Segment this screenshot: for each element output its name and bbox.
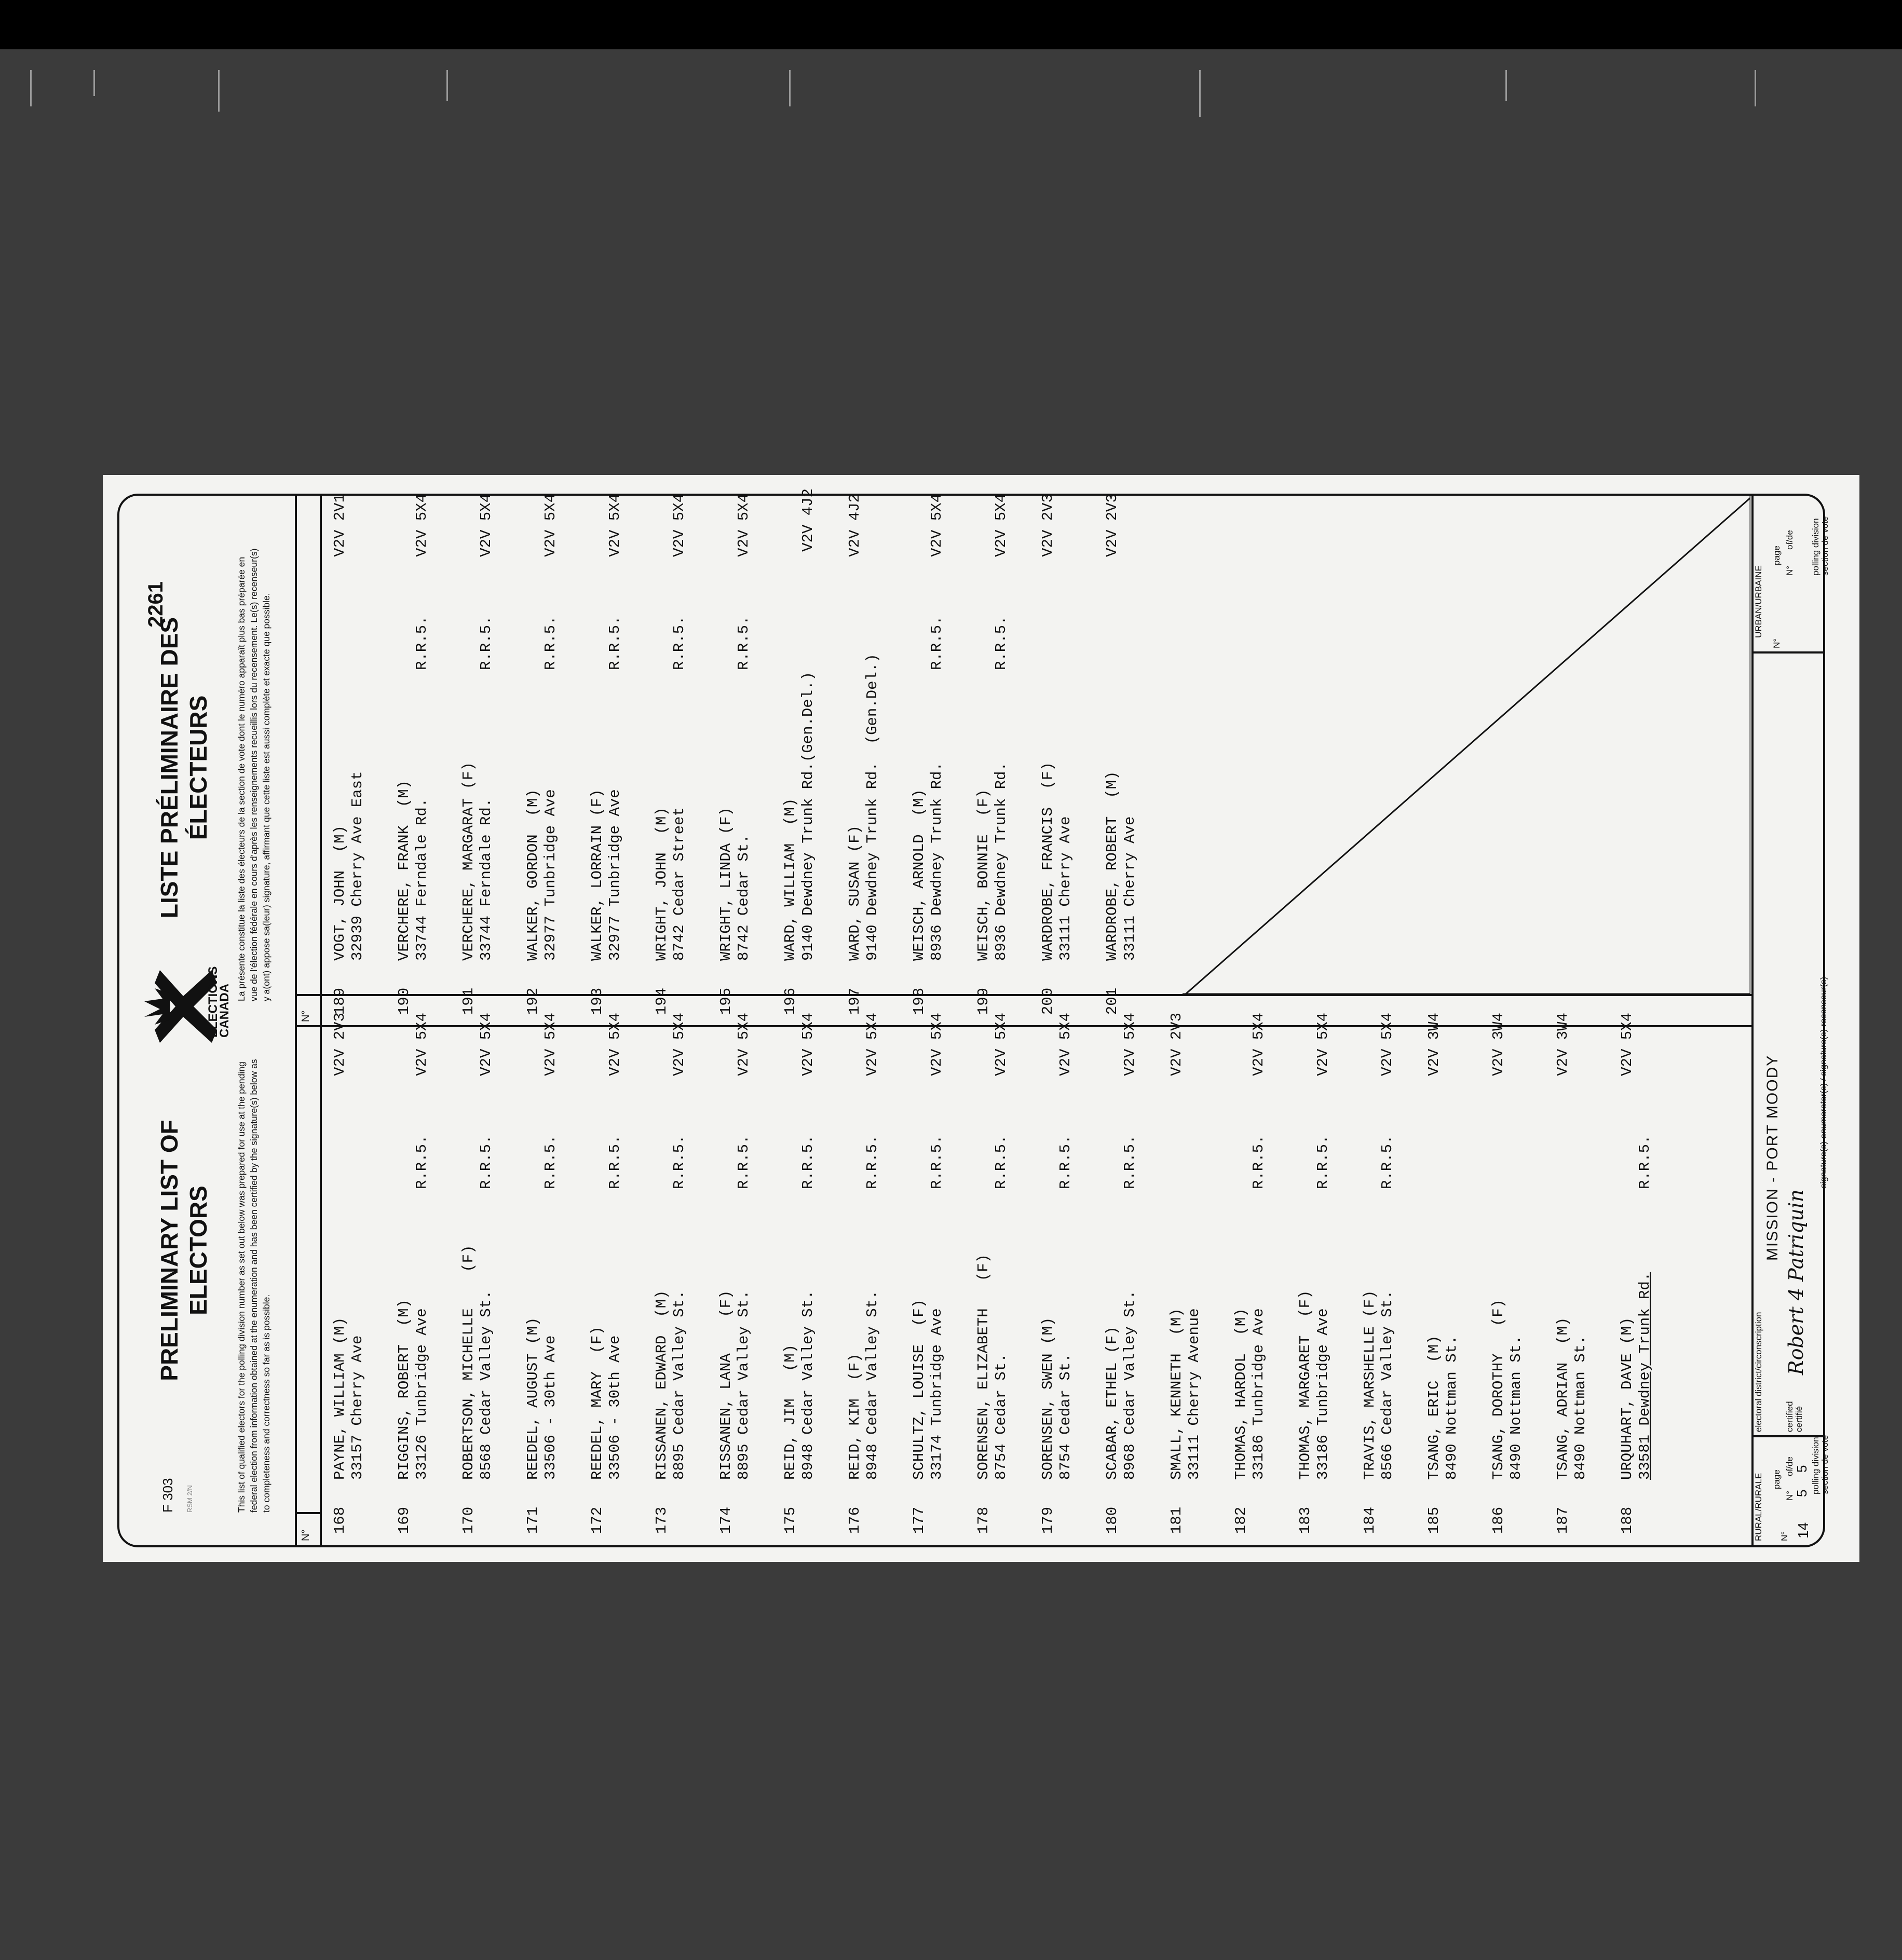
entry-address: 33186 Tunbridge Ave <box>1250 1308 1267 1480</box>
list-item <box>911 1013 975 1534</box>
entry-address: 33581 Dewdney Trunk Rd. <box>1636 1272 1653 1480</box>
entry-number: 186 <box>1490 1506 1507 1534</box>
entry-rural-route: R.R.5. <box>928 1135 945 1189</box>
entry-address: 8490 Nottman St. <box>1443 1335 1460 1480</box>
entry-postal-code: V2V 5X4 <box>735 1013 752 1076</box>
entry-name: VERCHERE, MARGARAT (F) <box>460 762 477 961</box>
list-item <box>524 1013 589 1534</box>
entry-number: 183 <box>1297 1506 1314 1534</box>
entry-name: VERCHERE, FRANK (M) <box>396 780 413 961</box>
list-item <box>1168 1013 1232 1534</box>
urban-polling-division-label-fr: section de vote <box>1820 516 1830 576</box>
entry-address: 9140 Dewdney Trunk Rd.(Gen.Del.) <box>799 672 817 961</box>
entry-number: 198 <box>911 987 928 1015</box>
list-item <box>1361 1013 1425 1534</box>
enumerator-signature: Robert 4 Patriquin <box>1785 1189 1808 1375</box>
list-item <box>846 1013 911 1534</box>
entry-rural-route: R.R.5. <box>1121 1135 1138 1189</box>
small-code: RSM 2/N <box>186 1485 194 1513</box>
entry-rural-route: R.R.5. <box>799 1135 817 1189</box>
entry-name: REEDEL, AUGUST (M) <box>524 1317 541 1480</box>
film-scratch <box>1505 70 1507 101</box>
title-en-line2: ELECTORS <box>185 1186 212 1315</box>
entry-postal-code: V2V 5X4 <box>542 1013 559 1076</box>
entry-name: WARDROBE, ROBERT (M) <box>1104 771 1121 961</box>
entry-postal-code: V2V 5X4 <box>928 1013 945 1076</box>
entry-number: 182 <box>1232 1506 1249 1534</box>
entry-rural-route: R.R.5. <box>1314 1135 1332 1189</box>
entry-rural-route: R.R.5. <box>1250 1135 1267 1189</box>
entry-postal-code: V2V 5X4 <box>671 494 688 557</box>
entry-address: 8895 Cedar Valley St. <box>671 1290 688 1480</box>
page-number: 5 <box>1794 1489 1810 1497</box>
entry-postal-code: V2V 5X4 <box>993 1013 1010 1076</box>
list-item <box>589 1013 653 1534</box>
entry-rural-route: R.R.5. <box>864 1135 881 1189</box>
film-scratch <box>1199 70 1201 117</box>
entry-address: 8968 Cedar Valley St. <box>1121 1290 1138 1480</box>
entry-name: WEISCH, BONNIE (F) <box>975 789 992 961</box>
list-item <box>653 494 717 1015</box>
list-item <box>653 1013 717 1534</box>
list-item <box>524 494 589 1015</box>
entry-name: TSANG, DOROTHY (F) <box>1490 1299 1507 1480</box>
title-english <box>155 1095 213 1406</box>
form-code: F 303 <box>160 1478 175 1513</box>
film-scratch <box>30 70 32 106</box>
list-item <box>911 494 975 1015</box>
entry-rural-route: R.R.5. <box>1379 1135 1396 1189</box>
entry-number: 191 <box>460 987 477 1015</box>
entry-address: 8895 Cedar Valley St. <box>735 1290 752 1480</box>
page-total: 5 <box>1794 1465 1810 1473</box>
title-french <box>155 607 213 929</box>
entry-address: 8936 Dewdney Trunk Rd. <box>993 762 1010 961</box>
entry-rural-route: R.R.5. <box>606 616 623 670</box>
intro-french: La présente constitue la liste des électeurs de la section de vote dont le numéro apparaît plus bas préparée en vue de l'élection fédérale en cours d'après les renseignements recueillis lors du recensement. Le(s) recenseur(s) y a(ont) appose sa(leur) signature, affirmant que cette liste est aussi complète et exacte que possible. <box>236 548 271 1001</box>
entry-postal-code: V2V 5X4 <box>799 1013 817 1076</box>
entry-address: 32939 Cherry Ave East <box>349 771 366 961</box>
entry-postal-code: V2V 2V3 <box>1168 1013 1185 1076</box>
urban-page-no-label: N° <box>1785 565 1795 576</box>
entry-number: 180 <box>1104 1506 1121 1534</box>
rural-label: RURAL/RURALE <box>1754 1473 1763 1541</box>
entry-postal-code: V2V 5X4 <box>542 494 559 557</box>
film-scratch <box>789 70 791 106</box>
entry-rural-route: R.R.5. <box>671 1135 688 1189</box>
entry-name: PAYNE, WILLIAM (M) <box>331 1317 348 1480</box>
entry-postal-code: V2V 5X4 <box>606 1013 623 1076</box>
title-en-line1: PRELIMINARY LIST OF <box>156 1120 183 1381</box>
entry-postal-code: V2V 5X4 <box>864 1013 881 1076</box>
entry-number: 173 <box>653 1506 670 1534</box>
entry-postal-code: V2V 3W4 <box>1425 1013 1443 1076</box>
entry-postal-code: V2V 5X4 <box>1619 1013 1636 1076</box>
entry-address: 33186 Tunbridge Ave <box>1314 1308 1332 1480</box>
entry-name: WARD, WILLIAM (M) <box>782 798 799 961</box>
entry-address: 8490 Nottman St. <box>1507 1335 1525 1480</box>
entry-number: 184 <box>1361 1506 1378 1534</box>
entry-address: 8566 Cedar Valley St. <box>1379 1290 1396 1480</box>
list-item <box>1104 1013 1168 1534</box>
no-header-right: N° <box>300 1010 311 1022</box>
entry-address: 8742 Cedar St. <box>735 834 752 961</box>
entry-rural-route: R.R.5. <box>928 616 945 670</box>
entry-postal-code: V2V 5X4 <box>413 494 430 557</box>
entry-name: THOMAS, MARGARET (F) <box>1297 1290 1314 1480</box>
film-scratch <box>446 70 448 101</box>
entry-name: RISSANEN, EDWARD (M) <box>653 1290 670 1480</box>
entry-name: WRIGHT, LINDA (F) <box>717 807 735 961</box>
entry-address: 33157 Cherry Ave <box>349 1335 366 1480</box>
entry-number: 197 <box>846 987 863 1015</box>
list-item <box>1232 1013 1297 1534</box>
entry-rural-route: R.R.5. <box>671 616 688 670</box>
list-item <box>975 1013 1039 1534</box>
entry-postal-code: V2V 5X4 <box>671 1013 688 1076</box>
entry-address: 8936 Dewdney Trunk Rd. <box>928 762 945 961</box>
entry-number: 189 <box>331 987 348 1015</box>
list-item <box>717 494 782 1015</box>
entry-rural-route: R.R.5. <box>413 1135 430 1189</box>
list-item <box>1490 1013 1554 1534</box>
list-item <box>782 488 846 1015</box>
entry-number: 172 <box>589 1506 606 1534</box>
title-fr-line1: LISTE PRÉLIMINAIRE DES <box>156 617 183 919</box>
intro-english: This list of qualified electors for the polling division number as set out below was prepared for use at the pending federal election from information obtained at the enumeration and has been certified by the signature(s) below as to completeness and correctness so far as is possible. <box>236 1059 271 1513</box>
entry-number: 178 <box>975 1506 992 1534</box>
entry-postal-code: V2V 5X4 <box>1250 1013 1267 1076</box>
list-item <box>331 494 396 1015</box>
footer-divider <box>1751 651 1825 654</box>
entry-rural-route: R.R.5. <box>478 1135 495 1189</box>
entry-address: 33126 Tunbridge Ave <box>413 1308 430 1480</box>
entry-address: 33506 - 30th Ave <box>542 1335 559 1480</box>
entry-address: 32977 Tunbridge Ave <box>606 789 623 961</box>
entry-number: 171 <box>524 1506 541 1534</box>
entry-postal-code: V2V 5X4 <box>413 1013 430 1076</box>
entry-name: WALKER, LORRAIN (F) <box>589 789 606 961</box>
entry-number: 188 <box>1619 1506 1636 1534</box>
entry-address: 33174 Tunbridge Ave <box>928 1308 945 1480</box>
entry-postal-code: V2V 3W4 <box>1554 1013 1571 1076</box>
entry-name: RIGGINS, ROBERT (M) <box>396 1299 413 1480</box>
entry-postal-code: V2V 5X4 <box>1121 1013 1138 1076</box>
list-item <box>1039 1013 1104 1534</box>
list-item <box>1554 1013 1619 1534</box>
film-scratch <box>93 70 95 96</box>
entry-number: 196 <box>782 987 799 1015</box>
urban-of-label: of/de <box>1785 530 1795 550</box>
of-label: of/de <box>1785 1457 1795 1476</box>
entry-number: 201 <box>1104 987 1121 1015</box>
entry-number: 185 <box>1425 1506 1443 1534</box>
entry-rural-route: R.R.5. <box>1636 1135 1653 1189</box>
entry-address: 32977 Tunbridge Ave <box>542 789 559 961</box>
elections-canada-logo <box>139 960 233 1053</box>
list-item <box>1039 494 1104 1015</box>
entry-name: VOGT, JOHN (M) <box>331 825 348 961</box>
entry-name: THOMAS, HARDOL (M) <box>1232 1308 1249 1480</box>
entry-name: SORENSEN, ELIZABETH (F) <box>975 1254 992 1480</box>
entry-postal-code: V2V 5X4 <box>1379 1013 1396 1076</box>
entry-name: REID, KIM (F) <box>846 1353 863 1480</box>
logo-text <box>208 967 230 1038</box>
list-item <box>589 494 653 1015</box>
no-label: N° <box>1779 1531 1789 1541</box>
entry-number: 175 <box>782 1506 799 1534</box>
entry-number: 194 <box>653 987 670 1015</box>
entry-rural-route: R.R.5. <box>542 1135 559 1189</box>
district-name: MISSION - PORT MOODY <box>1764 1054 1781 1261</box>
no-col-right <box>295 994 1751 996</box>
entry-name: WARD, SUSAN (F) <box>846 825 863 961</box>
entry-name: URQUHART, DAVE (M) <box>1619 1317 1636 1480</box>
polling-division-label-fr: section de vote <box>1820 1435 1830 1494</box>
entry-rural-route: R.R.5. <box>542 616 559 670</box>
entry-rural-route: R.R.5. <box>478 616 495 670</box>
entry-name: TSANG, ADRIAN (M) <box>1554 1317 1571 1480</box>
entry-number: 199 <box>975 987 992 1015</box>
entry-number: 200 <box>1039 987 1056 1015</box>
entry-address: 33111 Cherry Avenue <box>1186 1308 1203 1480</box>
page-label: page <box>1772 1469 1782 1489</box>
no-col-left <box>295 1512 320 1514</box>
entry-postal-code: V2V 4J2 <box>846 494 863 557</box>
entry-postal-code: V2V 5X4 <box>1314 1013 1332 1076</box>
entry-number: 177 <box>911 1506 928 1534</box>
entry-address: 8754 Cedar St. <box>1057 1353 1074 1480</box>
entry-number: 169 <box>396 1506 413 1534</box>
entry-number: 187 <box>1554 1506 1571 1534</box>
entry-postal-code: V2V 5X4 <box>993 494 1010 557</box>
list-item <box>460 1013 524 1534</box>
entry-name: WALKER, GORDON (M) <box>524 789 541 961</box>
entry-name: REID, JIM (M) <box>782 1344 799 1480</box>
urban-no-label: N° <box>1772 638 1782 648</box>
entry-address: 33111 Cherry Ave <box>1057 816 1074 961</box>
entry-postal-code: V2V 5X4 <box>478 1013 495 1076</box>
entry-number: 193 <box>589 987 606 1015</box>
list-item <box>396 1013 460 1534</box>
entry-rural-route: R.R.5. <box>993 616 1010 670</box>
entry-number: 179 <box>1039 1506 1056 1534</box>
entry-address: 33744 Ferndale Rd. <box>478 798 495 961</box>
polling-division-label: polling division <box>1811 1437 1821 1494</box>
film-scratch <box>1755 70 1756 106</box>
district-label: electoral district/circonscription <box>1754 1312 1763 1432</box>
entry-name: WEISCH, ARNOLD (M) <box>911 789 928 961</box>
entry-address: 33744 Ferndale Rd. <box>413 798 430 961</box>
entry-name: TSANG, ERIC (M) <box>1425 1335 1443 1480</box>
signature-label: signature(s)-enumerator(s) / signature(s)-recenseur(s) <box>1818 976 1828 1188</box>
page-no-label: N° <box>1785 1490 1795 1501</box>
entry-number: 176 <box>846 1506 863 1534</box>
entry-name: SCABAR, ETHEL (F) <box>1104 1326 1121 1480</box>
entry-address: 9140 Dewdney Trunk Rd. (Gen.Del.) <box>864 654 881 961</box>
list-item <box>396 494 460 1015</box>
entry-name: SORENSEN, SWEN (M) <box>1039 1317 1056 1480</box>
entry-postal-code: V2V 3W4 <box>1490 1013 1507 1076</box>
entry-name: WARDROBE, FRANCIS (F) <box>1039 762 1056 961</box>
table-top-rule <box>295 496 297 1545</box>
entry-address: 33111 Cherry Ave <box>1121 816 1138 961</box>
certified-label: certified <box>1785 1401 1795 1432</box>
title-fr-line2: ÉLECTEURS <box>185 695 212 840</box>
list-item <box>1619 1013 1683 1534</box>
list-item <box>846 494 911 1015</box>
entry-name: SMALL, KENNETH (M) <box>1168 1308 1185 1480</box>
entry-address: 8948 Cedar Valley St. <box>864 1290 881 1480</box>
entry-rural-route: R.R.5. <box>606 1135 623 1189</box>
list-item <box>460 494 524 1015</box>
cancellation-diagonal <box>1183 495 1750 994</box>
entry-postal-code: V2V 5X4 <box>928 494 945 557</box>
list-item <box>1104 494 1168 1015</box>
entry-postal-code: V2V 2V3 <box>1104 494 1121 557</box>
entry-postal-code: V2V 5X4 <box>606 494 623 557</box>
entry-name: SCHULTZ, LOUISE (F) <box>911 1299 928 1480</box>
sheet-number: 2261 <box>144 581 167 628</box>
entry-address: 33506 - 30th Ave <box>606 1335 623 1480</box>
entry-rural-route: R.R.5. <box>735 1135 752 1189</box>
entry-address: 8568 Cedar Valley St. <box>478 1290 495 1480</box>
urban-polling-division-label: polling division <box>1811 518 1821 576</box>
entry-number: 170 <box>460 1506 477 1534</box>
entry-postal-code: V2V 5X4 <box>1057 1013 1074 1076</box>
list-item <box>331 1013 396 1534</box>
list-item <box>975 494 1039 1015</box>
entry-number: 181 <box>1168 1506 1185 1534</box>
entry-rural-route: R.R.5. <box>735 616 752 670</box>
entry-number: 195 <box>717 987 735 1015</box>
entry-address: 8490 Nottman St. <box>1572 1335 1589 1480</box>
entry-postal-code: V2V 2V3 <box>331 1013 348 1076</box>
list-item <box>782 1013 846 1534</box>
entry-name: RISSANEN, LANA (F) <box>717 1290 735 1480</box>
film-scratch <box>218 70 220 112</box>
entry-number: 192 <box>524 987 541 1015</box>
certified-label-fr: certifié <box>1794 1406 1804 1432</box>
entry-postal-code: V2V 5X4 <box>478 494 495 557</box>
list-item <box>717 1013 782 1534</box>
entry-address: 8754 Cedar St. <box>993 1353 1010 1480</box>
entry-address: 8948 Cedar Valley St. <box>799 1290 817 1480</box>
list-item <box>1297 1013 1361 1534</box>
entry-postal-code: V2V 5X4 <box>735 494 752 557</box>
entry-name: TRAVIS, MARSHELLE (F) <box>1361 1290 1378 1480</box>
logo-line2: CANADA <box>218 984 232 1038</box>
header-rule <box>320 496 322 1545</box>
entry-rural-route: R.R.5. <box>993 1135 1010 1189</box>
entry-postal-code: V2V 2V3 <box>1039 494 1056 557</box>
logo-line1: ELECTIONS <box>206 966 220 1038</box>
entry-name: REEDEL, MARY (F) <box>589 1326 606 1480</box>
urban-page-label: page <box>1772 546 1782 565</box>
entry-rural-route: R.R.5. <box>1057 1135 1074 1189</box>
entry-name: ROBERTSON, MICHELLE (F) <box>460 1245 477 1480</box>
document-sheet <box>103 475 1859 1562</box>
entry-address: 8742 Cedar Street <box>671 807 688 961</box>
entry-number: 174 <box>717 1506 735 1534</box>
rotated-form <box>103 475 1859 1562</box>
entry-postal-code: V2V 2V1 <box>331 494 348 557</box>
entry-number: 190 <box>396 987 413 1015</box>
footer-divider <box>1751 1435 1825 1437</box>
urban-label: URBAN/URBAINE <box>1754 565 1763 638</box>
polling-division-number: 14 <box>1795 1522 1811 1539</box>
entry-name: WRIGHT, JOHN (M) <box>653 807 670 961</box>
list-item <box>1425 1013 1490 1534</box>
no-header-left: N° <box>300 1529 311 1541</box>
entry-rural-route: R.R.5. <box>413 616 430 670</box>
entry-postal-code: V2V 4J2 <box>799 488 817 552</box>
entry-number: 168 <box>331 1506 348 1534</box>
